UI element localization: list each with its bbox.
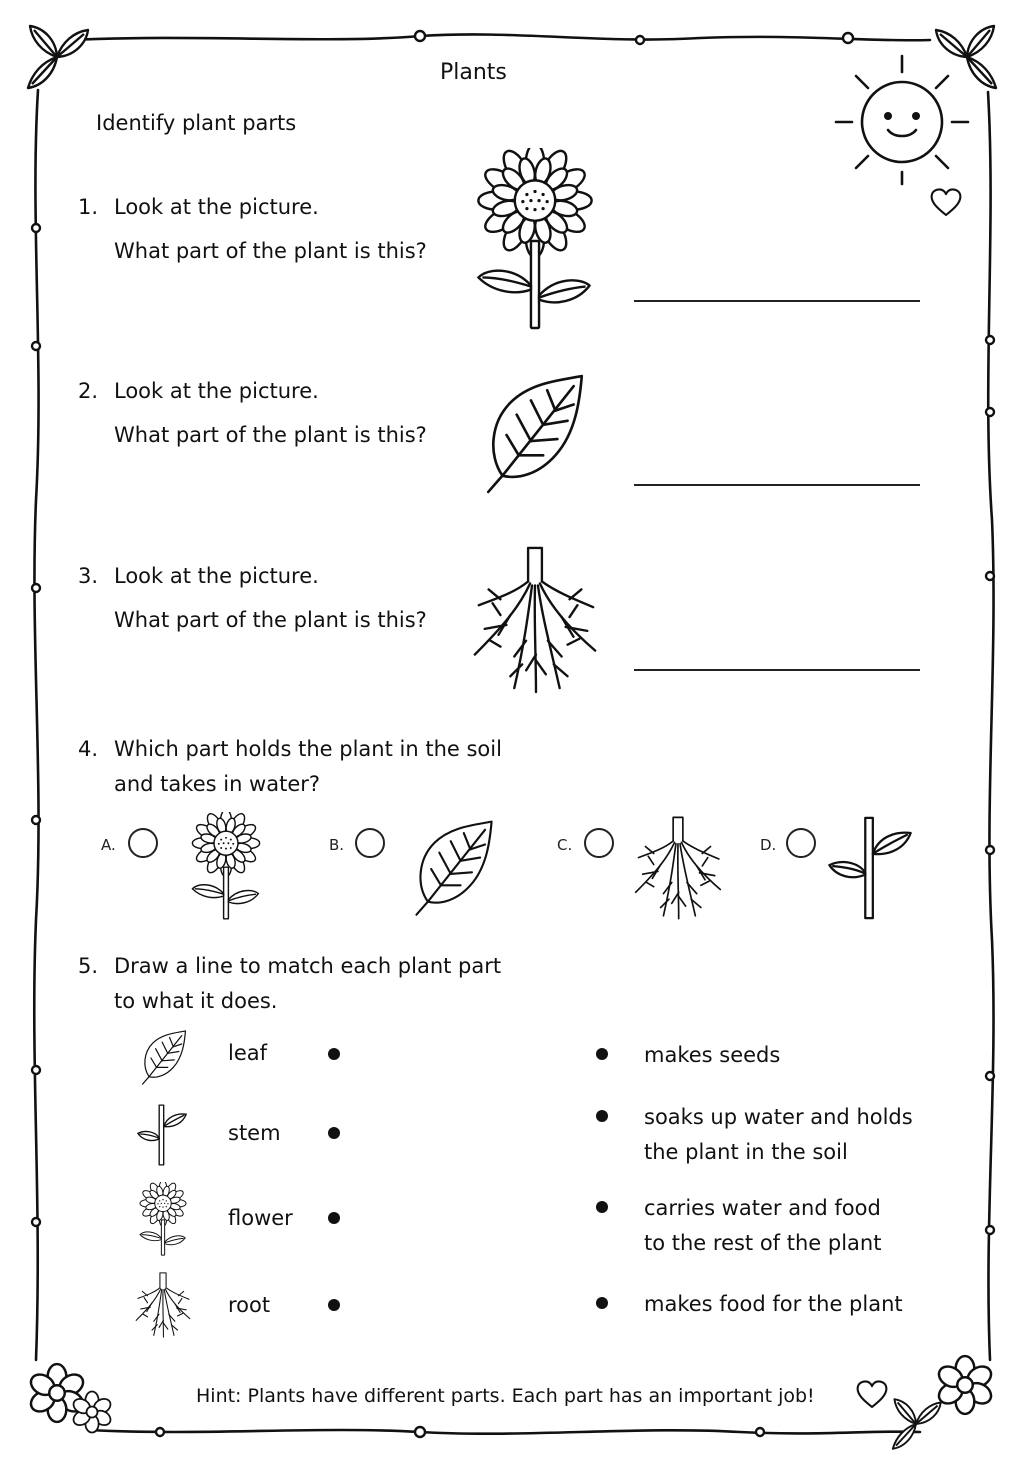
option-d-radio[interactable] (786, 828, 816, 858)
question-2-line2: What part of the plant is this? (114, 423, 427, 447)
question-5-line2: to what it does. (114, 989, 278, 1013)
question-3-line1: Look at the picture. (114, 564, 319, 588)
part-leaf-label: leaf (228, 1041, 268, 1065)
sunflower-icon (190, 812, 262, 920)
leaf-icon (484, 374, 586, 496)
question-4-line1: Which part holds the plant in the soil (114, 737, 502, 761)
option-b-letter: B. (329, 836, 345, 854)
part-flower-dot[interactable] (328, 1212, 340, 1224)
option-d-letter: D. (760, 836, 777, 854)
function-4-line1: makes food for the plant (644, 1292, 903, 1316)
function-1-line1: makes seeds (644, 1043, 781, 1067)
function-4-dot[interactable] (596, 1297, 608, 1309)
sunflower-icon (474, 148, 596, 330)
heart-icon (856, 1380, 888, 1410)
question-4-number: 4. (78, 737, 99, 761)
option-c-letter: C. (557, 836, 573, 854)
question-2-line1: Look at the picture. (114, 379, 319, 403)
function-2-dot[interactable] (596, 1110, 608, 1122)
question-1-line1: Look at the picture. (114, 195, 319, 219)
question-5-line1: Draw a line to match each plant part (114, 954, 502, 978)
function-3-dot[interactable] (596, 1201, 608, 1213)
question-2-answer-line[interactable] (634, 484, 920, 486)
roots-icon (134, 1272, 192, 1338)
question-3-line2: What part of the plant is this? (114, 608, 427, 632)
question-1-line2: What part of the plant is this? (114, 239, 427, 263)
function-2-line1: soaks up water and holds (644, 1105, 913, 1129)
hint-text: Hint: Plants have different parts. Each part has an important job! (196, 1385, 815, 1407)
question-1-answer-line[interactable] (634, 300, 920, 302)
stem-icon (826, 816, 914, 920)
stem-icon (136, 1104, 188, 1166)
leaf-icon (140, 1030, 188, 1086)
part-leaf-dot[interactable] (328, 1048, 340, 1060)
function-2-line2: the plant in the soil (644, 1140, 848, 1164)
question-5-number: 5. (78, 954, 99, 978)
part-stem-label: stem (228, 1121, 281, 1145)
part-root-dot[interactable] (328, 1299, 340, 1311)
leaf-icon (412, 820, 496, 918)
heart-icon (930, 188, 962, 218)
question-3-number: 3. (78, 564, 99, 588)
part-root-label: root (228, 1293, 271, 1317)
part-stem-dot[interactable] (328, 1127, 340, 1139)
part-flower-label: flower (228, 1206, 293, 1230)
question-2-number: 2. (78, 379, 99, 403)
roots-icon (470, 546, 600, 694)
function-1-dot[interactable] (596, 1048, 608, 1060)
page-subtitle: Identify plant parts (96, 111, 297, 135)
function-3-line1: carries water and food (644, 1196, 881, 1220)
option-c-radio[interactable] (584, 828, 614, 858)
question-1-number: 1. (78, 195, 99, 219)
page-title: Plants (440, 60, 507, 85)
sun-icon (834, 50, 970, 186)
option-b-radio[interactable] (355, 828, 385, 858)
roots-icon (632, 816, 724, 920)
option-a-radio[interactable] (128, 828, 158, 858)
question-4-line2: and takes in water? (114, 772, 321, 796)
function-3-line2: to the rest of the plant (644, 1231, 882, 1255)
sunflower-icon (138, 1182, 188, 1256)
option-a-letter: A. (101, 836, 116, 854)
question-3-answer-line[interactable] (634, 669, 920, 671)
